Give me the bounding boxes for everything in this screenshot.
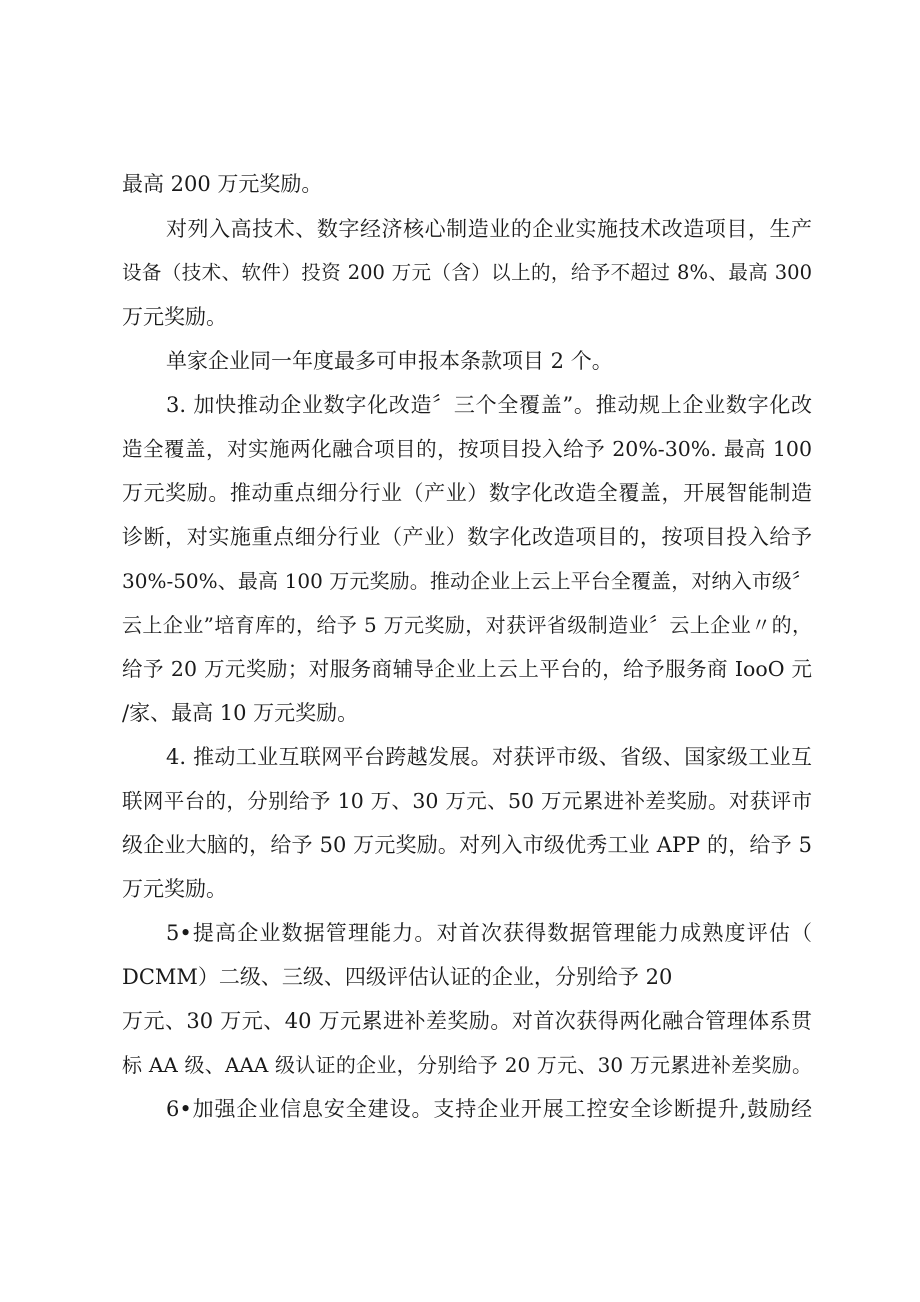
text-line: DCMM）二级、三级、四级评估认证的企业，分别给予 20 [122, 965, 673, 989]
text-line: 万元奖励。 [122, 305, 227, 329]
text-line: 万元、30 万元、40 万元累进补差奖励。对首次获得两化融合管理体系贯 [122, 1009, 812, 1033]
text-line: 造全覆盖，对实施两化融合项目的，按项目投入给予 20%-30%. 最高 100 [122, 437, 812, 461]
text-line: 联网平台的，分别给予 10 万、30 万元、50 万元累进补差奖励。对获评市 [122, 789, 812, 813]
paragraph-first-line: 4. 推动工业互联网平台跨越发展。对获评市级、省级、国家级工业互 [166, 745, 812, 769]
text-line: 诊断，对实施重点细分行业（产业）数字化改造项目的，按项目投入给予 [122, 525, 812, 549]
paragraph-first-line: 6•加强企业信息安全建设。支持企业开展工控安全诊断提升,鼓励经 [166, 1097, 812, 1121]
text-line: 最高 200 万元奖励。 [122, 172, 323, 196]
text-line: 万元奖励。推动重点细分行业（产业）数字化改造全覆盖，开展智能制造 [122, 481, 812, 505]
text-line: 万元奖励。 [122, 877, 227, 901]
text-line: 云上企业”培育库的，给予 5 万元奖励，对获评省级制造业〞云上企业〃的， [122, 613, 812, 637]
text-line: 设备（技术、软件）投资 200 万元（含）以上的，给予不超过 8%、最高 300 [122, 261, 812, 284]
text-line: 级企业大脑的，给予 50 万元奖励。对列入市级优秀工业 APP 的，给予 5 [122, 833, 812, 857]
paragraph-first-line: 3. 加快推动企业数字化改造〞三个全覆盖”。推动规上企业数字化改 [166, 393, 812, 417]
text-line: 给予 20 万元奖励；对服务商辅导企业上云上平台的，给予服务商 IooO 元 [122, 657, 812, 681]
text-line: 30%-50%、最高 100 万元奖励。推动企业上云上平台全覆盖，对纳入市级〞 [122, 569, 812, 593]
paragraph-first-line: 对列入高技术、数字经济核心制造业的企业实施技术改造项目，生产 [166, 217, 812, 241]
paragraph-first-line: 单家企业同一年度最多可申报本条款项目 2 个。 [166, 349, 613, 373]
text-line: 标 AA 级、AAA 级认证的企业，分别给予 20 万元、30 万元累进补差奖励。 [122, 1053, 812, 1077]
text-line: /家、最高 10 万元奖励。 [122, 701, 359, 725]
paragraph-first-line: 5•提高企业数据管理能力。对首次获得数据管理能力成熟度评估（ [166, 921, 812, 945]
